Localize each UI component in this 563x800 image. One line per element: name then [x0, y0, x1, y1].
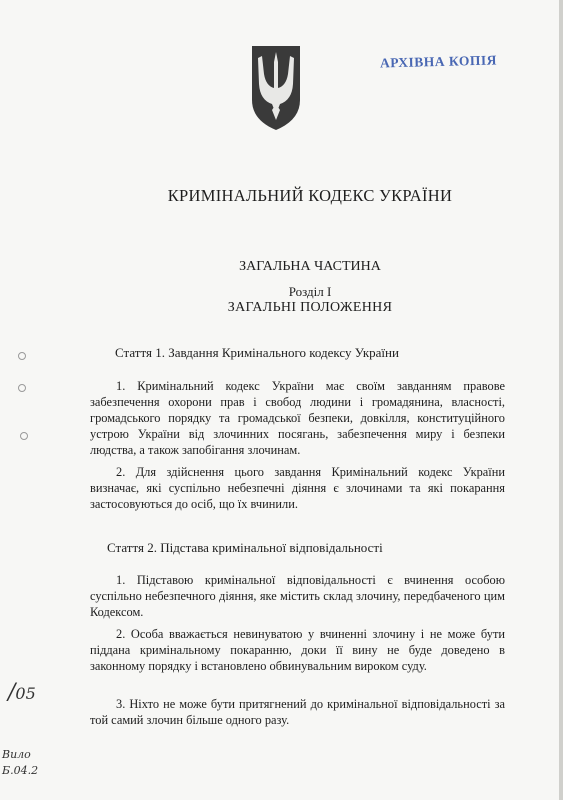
- section-number: Розділ I: [288, 284, 332, 299]
- section-title: ЗАГАЛЬНІ ПОЛОЖЕННЯ: [227, 300, 393, 315]
- paragraph-text: 2. Особа вважається невинуватою у вчиненні злочину і не може бути піддана кримінальному покаранню, доки її вину не буде доведено в законному порядку і встановлено обвинувальним вироком суду.: [90, 627, 505, 673]
- article-1-paragraph-2: [90, 464, 505, 512]
- archive-copy-stamp: АРХІВНА КОПІЯ: [379, 52, 498, 71]
- paragraph-text: 1. Підставою кримінальної відповідальності є вчинення особою суспільно небезпечного діяння, яке містить склад злочину, передбаченого цим Кодексом.: [90, 573, 505, 619]
- paragraph-text: 1. Кримінальний кодекс України має своїм завданням правове забезпечення охорони прав і свобод людини і громадянина, власності, громадського порядку та громадської безпеки, довкілля, конституційного устрою України від злочинних посягань, забезпечення миру і безпеки людства, а також запобігання злочинам.: [90, 379, 505, 457]
- margin-note-text: 05: [15, 684, 36, 703]
- punch-hole: [18, 384, 26, 392]
- punch-hole: [18, 352, 26, 360]
- page-edge: [559, 0, 563, 800]
- punch-hole: [20, 432, 28, 440]
- margin-handwriting: /05: [8, 680, 36, 705]
- article-2-paragraph-3: [90, 696, 505, 728]
- paragraph-text: 2. Для здійснення цього завдання Кримінальний кодекс України визначає, які суспільно небезпечні діяння є злочинами та які покарання застосовуються до осіб, що їх вчинили.: [90, 465, 505, 511]
- paragraph-text: 3. Ніхто не може бути притягнений до кримінальної відповідальності за той самий злочин більше одного разу.: [90, 697, 505, 727]
- coat-of-arms-icon: [250, 44, 302, 132]
- document-title: КРИМІНАЛЬНИЙ КОДЕКС УКРАЇНИ: [167, 186, 453, 205]
- article-1-heading: Стаття 1. Завдання Кримінального кодексу України: [115, 345, 399, 360]
- article-2-heading: Стаття 2. Підстава кримінальної відповідальності: [107, 540, 383, 555]
- article-1-paragraph-1: [90, 378, 505, 458]
- part-heading: ЗАГАЛЬНА ЧАСТИНА: [239, 259, 381, 274]
- margin-handwriting: Вило: [2, 748, 31, 761]
- article-2-paragraph-1: [90, 572, 505, 620]
- margin-handwriting: Б.04.2: [2, 764, 39, 777]
- article-2-paragraph-2: [90, 626, 505, 674]
